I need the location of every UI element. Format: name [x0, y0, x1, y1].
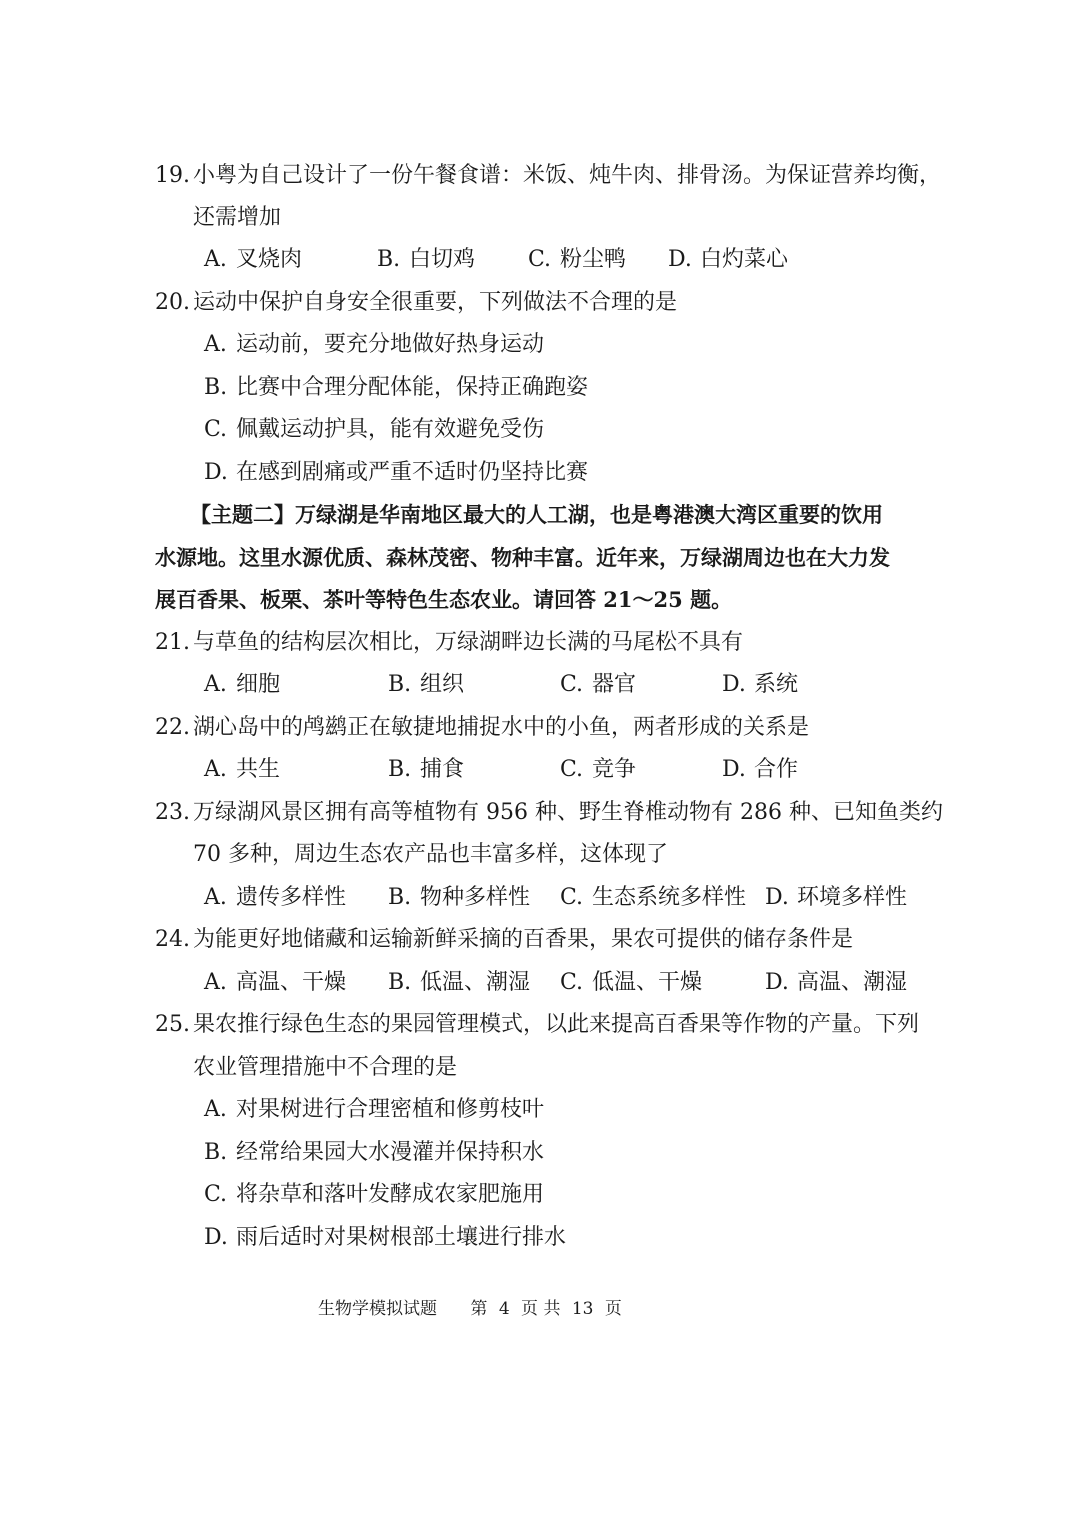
- footer-page-suffix: 页: [604, 1299, 622, 1319]
- option-b: B. 低温、潮湿: [388, 970, 531, 995]
- question-number: 21.: [155, 630, 190, 655]
- option-d: D. 系统: [722, 672, 799, 697]
- question-number: 20.: [155, 290, 190, 315]
- question-text: 为能更好地储藏和运输新鲜采摘的百香果，果农可提供的储存条件是: [193, 927, 854, 952]
- option-b: B. 物种多样性: [388, 885, 531, 910]
- option-b: B. 比赛中合理分配体能，保持正确跑姿: [204, 375, 589, 400]
- option-c: C. 器官: [560, 672, 637, 697]
- question-number: 25.: [155, 1012, 190, 1037]
- question-text: 万绿湖风景区拥有高等植物有 956 种、野生脊椎动物有 286 种、已知鱼类约: [193, 800, 943, 825]
- option-a: A. 高温、干燥: [204, 970, 347, 995]
- footer-page-number: 4: [498, 1299, 510, 1319]
- option-b: B. 捕食: [388, 757, 465, 782]
- question-number: 22.: [155, 715, 190, 740]
- option-c: C. 低温、干燥: [560, 970, 703, 995]
- question-text: 与草鱼的结构层次相比，万绿湖畔边长满的马尾松不具有: [193, 630, 744, 655]
- question-19-continuation: 还需增加: [193, 205, 282, 230]
- theme-2-line-3: 展百香果、板栗、茶叶等特色生态农业。请回答 21～25 题。: [155, 587, 733, 612]
- option-a: A. 遗传多样性: [204, 885, 347, 910]
- question-text: 运动中保护自身安全很重要，下列做法不合理的是: [193, 290, 678, 315]
- option-d: D. 雨后适时对果树根部土壤进行排水: [204, 1225, 567, 1250]
- option-b: B. 经常给果园大水漫灌并保持积水: [204, 1140, 545, 1165]
- option-c: C. 竞争: [560, 757, 637, 782]
- page-footer: [318, 1296, 628, 1322]
- footer-page-prefix: 第: [470, 1299, 488, 1319]
- question-text: 果农推行绿色生态的果园管理模式，以此来提高百香果等作物的产量。下列: [193, 1012, 920, 1037]
- option-d: D. 在感到剧痛或严重不适时仍坚持比赛: [204, 460, 589, 485]
- question-number: 23.: [155, 800, 190, 825]
- option-a: A. 运动前，要充分地做好热身运动: [204, 332, 545, 357]
- option-a: A. 叉烧肉: [204, 247, 303, 272]
- theme-2-line-2: 水源地。这里水源优质、森林茂密、物种丰富。近年来，万绿湖周边也在大力发: [155, 545, 890, 570]
- question-number: 24.: [155, 927, 190, 952]
- footer-total-pages: 13: [571, 1299, 594, 1319]
- footer-page-mid: 页 共: [521, 1299, 561, 1319]
- option-d: D. 高温、潮湿: [765, 970, 908, 995]
- option-d: D. 环境多样性: [765, 885, 908, 910]
- option-c: C. 佩戴运动护具，能有效避免受伤: [204, 417, 545, 442]
- option-b: B. 组织: [388, 672, 465, 697]
- question-23-continuation: 70 多种，周边生态农产品也丰富多样，这体现了: [193, 842, 668, 867]
- option-b: B. 白切鸡: [377, 247, 476, 272]
- option-a: A. 细胞: [204, 672, 281, 697]
- option-c: C. 将杂草和落叶发酵成农家肥施用: [204, 1182, 545, 1207]
- theme-2-line-1: 【主题二】万绿湖是华南地区最大的人工湖，也是粤港澳大湾区重要的饮用: [190, 502, 883, 527]
- question-text: 小粤为自己设计了一份午餐食谱：米饭、炖牛肉、排骨汤。为保证营养均衡，: [193, 163, 942, 188]
- question-25-continuation: 农业管理措施中不合理的是: [193, 1055, 458, 1080]
- option-a: A. 对果树进行合理密植和修剪枝叶: [204, 1097, 545, 1122]
- option-a: A. 共生: [204, 757, 281, 782]
- option-c: C. 生态系统多样性: [560, 885, 747, 910]
- question-text: 湖心岛中的鸬鹚正在敏捷地捕捉水中的小鱼，两者形成的关系是: [193, 715, 810, 740]
- option-d: D. 合作: [722, 757, 799, 782]
- option-c: C. 粉尘鸭: [528, 247, 627, 272]
- question-number: 19.: [155, 163, 190, 188]
- footer-subject: 生物学模拟试题: [318, 1299, 437, 1319]
- option-d: D. 白灼菜心: [668, 247, 789, 272]
